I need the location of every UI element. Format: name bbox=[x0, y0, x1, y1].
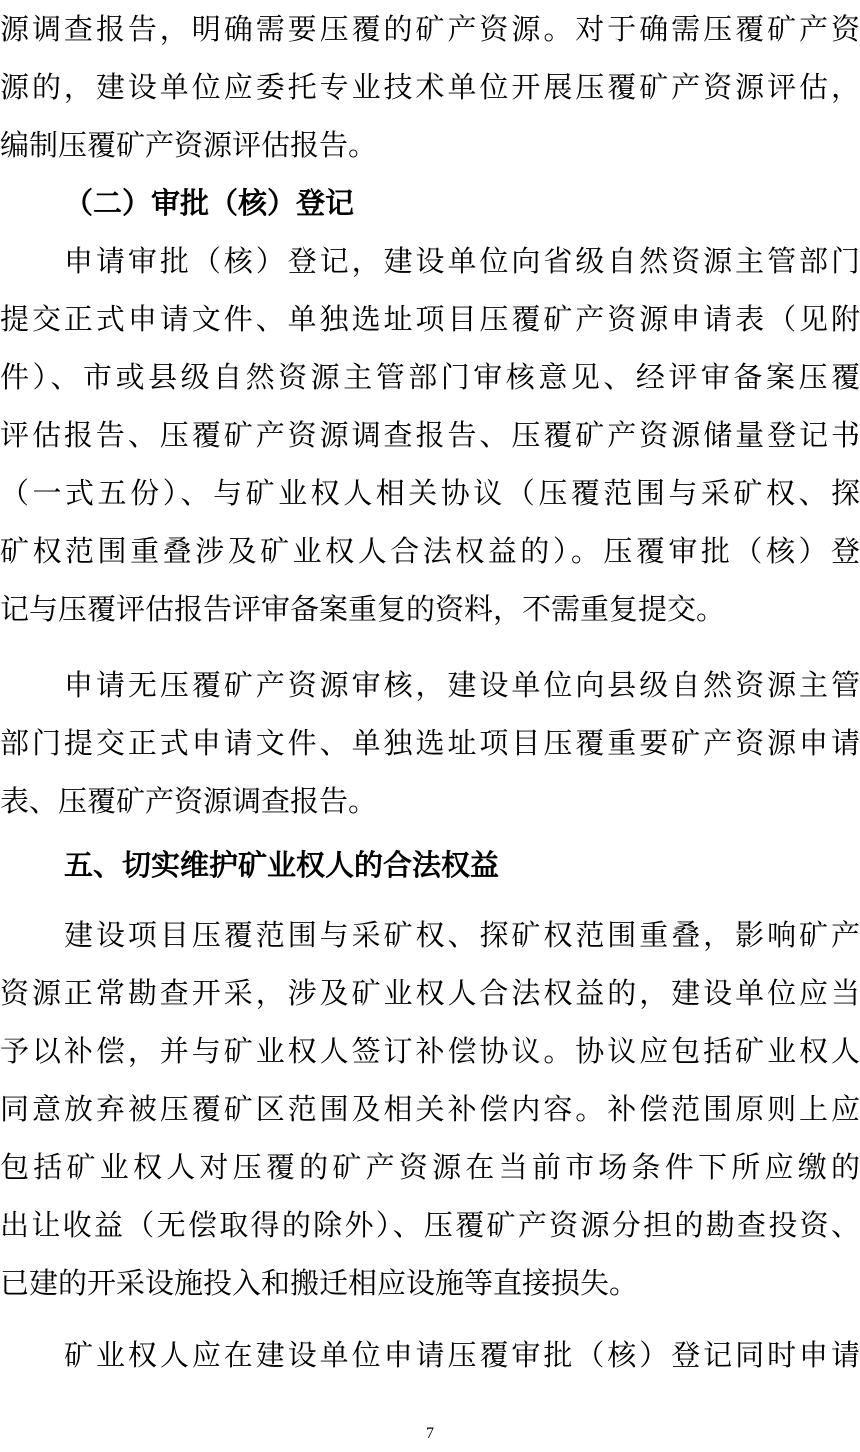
paragraph-3-line-3: 表、压覆矿产资源调查报告。 bbox=[0, 784, 378, 818]
paragraph-4-line-3: 予以补偿，并与矿业权人签订补偿协议。协议应包括矿业权人 bbox=[0, 1034, 860, 1068]
paragraph-2-line-3: 件）、市或县级自然资源主管部门审核意见、经评审备案压覆 bbox=[0, 360, 860, 394]
paragraph-1-line-1: 源调查报告，明确需要压覆的矿产资源。对于确需压覆矿产资 bbox=[0, 12, 860, 46]
paragraph-1-line-2: 源的，建设单位应委托专业技术单位开展压覆矿产资源评估， bbox=[0, 70, 860, 104]
paragraph-2-line-7: 记与压覆评估报告评审备案重复的资料，不需重复提交。 bbox=[0, 592, 726, 626]
section-heading-approval-registration: （二）审批（核）登记 bbox=[64, 186, 355, 220]
paragraph-2-line-1: 申请审批（核）登记，建设单位向省级自然资源主管部门 bbox=[64, 244, 860, 278]
paragraph-3-line-2: 部门提交正式申请文件、单独选址项目压覆重要矿产资源申请 bbox=[0, 726, 860, 760]
page-number: 7 bbox=[426, 1425, 434, 1442]
paragraph-2-line-6: 矿权范围重叠涉及矿业权人合法权益的）。压覆审批（核）登 bbox=[0, 534, 860, 568]
paragraph-4-line-4: 同意放弃被压覆矿区范围及相关补偿内容。补偿范围原则上应 bbox=[0, 1092, 860, 1126]
paragraph-3-line-1: 申请无压覆矿产资源审核，建设单位向县级自然资源主管 bbox=[64, 668, 860, 702]
paragraph-4-line-6: 出让收益（无偿取得的除外）、压覆矿产资源分担的勘查投资、 bbox=[0, 1208, 860, 1242]
paragraph-2-line-5: （一式五份）、与矿业权人相关协议（压覆范围与采矿权、探 bbox=[0, 476, 860, 510]
paragraph-2-line-2: 提交正式申请文件、单独选址项目压覆矿产资源申请表（见附 bbox=[0, 302, 860, 336]
paragraph-4-line-7: 已建的开采设施投入和搬迁相应设施等直接损失。 bbox=[0, 1266, 639, 1300]
paragraph-2-line-4: 评估报告、压覆矿产资源调查报告、压覆矿产资源储量登记书 bbox=[0, 418, 860, 452]
paragraph-4-line-1: 建设项目压覆范围与采矿权、探矿权范围重叠，影响矿产 bbox=[64, 918, 860, 952]
paragraph-1-line-3: 编制压覆矿产资源评估报告。 bbox=[0, 128, 378, 162]
paragraph-4-line-2: 资源正常勘查开采，涉及矿业权人合法权益的，建设单位应当 bbox=[0, 976, 860, 1010]
paragraph-5-line-1: 矿业权人应在建设单位申请压覆审批（核）登记同时申请 bbox=[64, 1338, 860, 1372]
section-heading-protect-rights: 五、切实维护矿业权人的合法权益 bbox=[64, 848, 500, 882]
paragraph-4-line-5: 包括矿业权人对压覆的矿产资源在当前市场条件下所应缴的 bbox=[0, 1150, 860, 1184]
